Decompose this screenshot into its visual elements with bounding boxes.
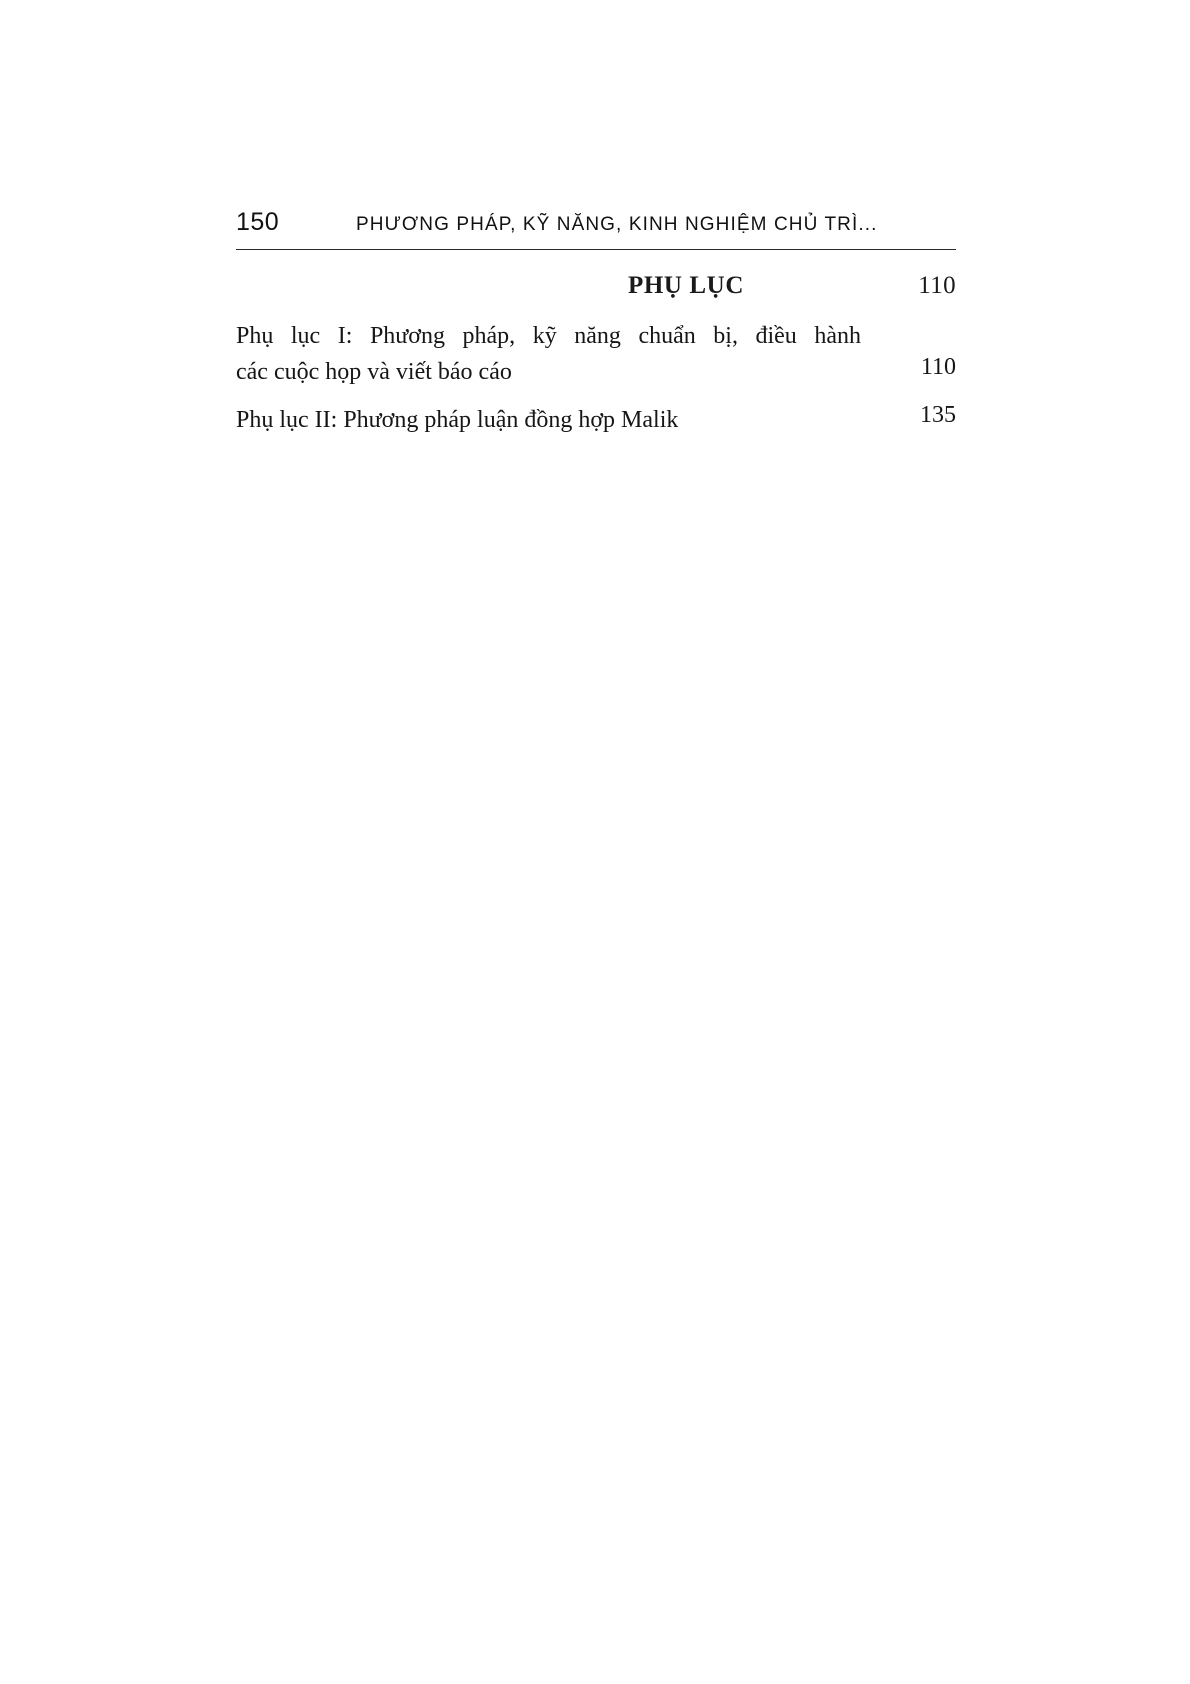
table-of-contents — [236, 272, 956, 438]
toc-entry-line-1: Phụ lục II: Phương pháp luận đồng hợp Malik — [236, 407, 679, 433]
toc-entry[interactable] — [236, 318, 956, 390]
header-divider — [236, 249, 956, 250]
toc-entry-page: 135 — [920, 402, 956, 428]
toc-entry[interactable] — [236, 402, 956, 438]
page-number: 150 — [236, 208, 280, 236]
toc-entry-line-1: Phụ lục I: Phương pháp, kỹ năng chuẩn bị, điều hành — [236, 323, 861, 349]
toc-heading-page: 110 — [918, 272, 956, 299]
toc-entry-line-2: các cuộc họp và viết báo cáo — [236, 359, 512, 385]
toc-heading-row — [236, 272, 956, 300]
toc-entry-page: 110 — [920, 354, 956, 380]
toc-heading-title: PHỤ LỤC — [627, 272, 744, 299]
running-head — [236, 208, 956, 237]
running-head-title: PHƯƠNG PHÁP, KỸ NĂNG, KINH NGHIỆM CHỦ TRÌ... — [356, 214, 878, 235]
